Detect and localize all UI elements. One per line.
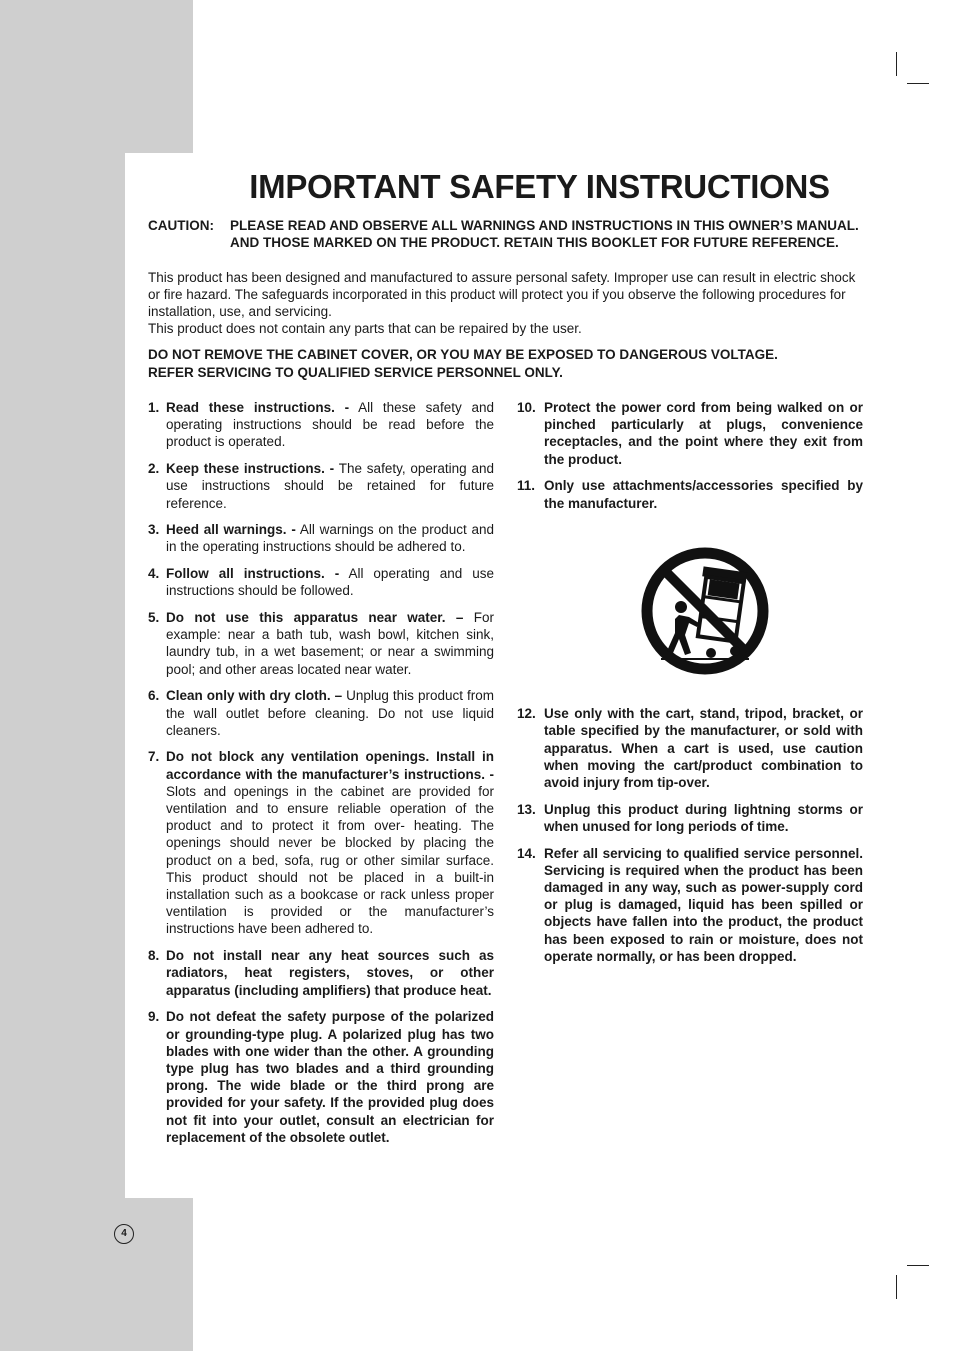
cart-tip-over-warning-icon <box>639 545 771 677</box>
instruction-item <box>148 1008 494 1146</box>
item-number: 7. <box>148 749 160 765</box>
item-number: 12. <box>517 706 536 722</box>
voltage-warning-line-2: REFER SERVICING TO QUALIFIED SERVICE PERSONNEL ONLY. <box>148 364 563 380</box>
instruction-item <box>148 399 494 451</box>
gray-margin-top <box>0 0 193 153</box>
item-number: 2. <box>148 461 160 477</box>
item-text: Use only with the cart, stand, tripod, bracket, or table specified by the manufacturer, or sold with apparatus. When a cart is used, use caution when moving the cart/product combination to avoid injury from tip-over. <box>544 706 863 791</box>
item-number: 13. <box>517 801 536 817</box>
instruction-item <box>517 801 863 835</box>
instruction-item <box>148 687 494 739</box>
gray-margin-bottom <box>0 1198 193 1351</box>
instruction-item <box>148 460 494 512</box>
item-number: 1. <box>148 400 160 415</box>
instruction-item <box>517 705 863 791</box>
instruction-item <box>517 845 863 965</box>
item-lead: Do not use this apparatus near water. – <box>166 610 464 626</box>
item-number: 4. <box>148 566 160 582</box>
item-text: For example: near a bath tub, wash bowl, kitchen sink, laundry tub, in a wet basement; or near a swimming pool; and other areas located near water. <box>166 610 494 677</box>
caution-text: PLEASE READ AND OBSERVE ALL WARNINGS AND INSTRUCTIONS IN THIS OWNER’S MANUAL. AND THOSE MARKED ON THE PRODUCT. RETAIN THIS BOOKLET FOR FUTURE REFERENCE. <box>230 218 859 250</box>
gray-margin-side <box>0 153 125 1198</box>
item-number: 14. <box>517 845 536 861</box>
item-number: 10. <box>517 400 536 415</box>
item-number: 8. <box>148 948 160 964</box>
item-number: 6. <box>148 688 160 704</box>
caution-block <box>148 217 864 251</box>
item-text: Unplug this product from the wall outlet before cleaning. Do not use liquid cleaners. <box>166 688 494 738</box>
crop-mark-top-vertical <box>896 52 897 76</box>
item-text: Only use attachments/accessories specified by the manufacturer. <box>544 478 863 511</box>
instructions-column-left <box>148 399 494 1155</box>
item-number: 5. <box>148 610 160 626</box>
item-lead: Follow all instructions. - <box>166 566 340 582</box>
item-lead: Do not block any ventilation openings. Install in accordance with the manufacturer’s instructions. - <box>166 749 494 782</box>
intro-paragraph-2: This product does not contain any parts that can be repaired by the user. <box>148 321 582 336</box>
caution-label: CAUTION: <box>148 218 214 233</box>
voltage-warning-line-1: DO NOT REMOVE THE CABINET COVER, OR YOU MAY BE EXPOSED TO DANGEROUS VOLTAGE. <box>148 347 778 362</box>
instruction-item <box>148 947 494 999</box>
instruction-item <box>517 477 863 511</box>
voltage-warning <box>148 346 864 381</box>
item-lead: Read these instructions. - <box>166 400 350 415</box>
item-number: 11. <box>517 478 536 494</box>
item-text: Protect the power cord from being walked on or pinched particularly at plugs, convenience receptacles, and the point where they exit from the product. <box>544 400 863 467</box>
item-text: Do not install near any heat sources such as radiators, heat registers, stoves, or other apparatus (including amplifiers) that produce heat. <box>166 948 494 998</box>
item-lead: Clean only with dry cloth. – <box>166 688 343 704</box>
intro-paragraph-1: This product has been designed and manufactured to assure personal safety. Improper use can result in electric shock or fire hazard. The safeguards incorporated in this product will protect you if you observe the following procedures for installation, use, and servicing. <box>148 270 856 319</box>
instruction-item <box>148 565 494 599</box>
item-text: Do not defeat the safety purpose of the polarized or grounding-type plug. A polarized plug has two blades with one wider than the other. A grounding type plug has two blades and a third grounding prong. The wide blade or the third prong are provided for your safety. If the provided plug does not fit into your outlet, consult an electrician for replacement of the obsolete outlet. <box>166 1009 494 1145</box>
intro-block <box>148 269 864 337</box>
item-text: All operating and use instructions should be followed. <box>166 566 494 599</box>
instruction-item <box>517 399 863 468</box>
cart-warning-figure <box>517 521 863 705</box>
item-text: All warnings on the product and in the operating instructions should be adhered to. <box>166 522 494 555</box>
crop-mark-top-horizontal <box>907 83 929 84</box>
item-text: Slots and openings in the cabinet are provided for ventilation and to ensure reliable operation of the product and to protect it from over- heating. The openings should never be blocked by placing the product on a bed, sofa, rug or other similar surface. This product should not be placed in a built-in installation such as a bookcase or rack unless proper ventilation is provided or the manufacturer’s instructions have been adhered to. <box>166 783 494 937</box>
item-text: Refer all servicing to qualified service personnel. Servicing is required when the product has been damaged in any way, such as power-supply cord or plug is damaged, liquid has been spilled or objects have fallen into the product, the product has been exposed to rain or moisture, does not operate normally, or has been dropped. <box>544 845 863 964</box>
item-text: The safety, operating and use instructions should be retained for future reference. <box>166 461 494 511</box>
instructions-column-right <box>517 399 863 975</box>
item-lead: Keep these instructions. - <box>166 461 335 477</box>
item-lead: Heed all warnings. - <box>166 522 296 538</box>
crop-mark-bottom-horizontal <box>907 1265 929 1266</box>
page-number: 4 <box>114 1224 134 1244</box>
item-number: 9. <box>148 1009 160 1025</box>
crop-mark-bottom-vertical <box>896 1275 897 1299</box>
instruction-item <box>148 748 494 937</box>
item-text: All these safety and operating instructions should be read before the product is operated. <box>166 400 494 450</box>
item-text: Unplug this product during lightning storms or when unused for long periods of time. <box>544 801 863 834</box>
item-number: 3. <box>148 522 160 538</box>
instruction-item <box>148 521 494 555</box>
page-title: IMPORTANT SAFETY INSTRUCTIONS <box>249 168 830 205</box>
instruction-item <box>148 609 494 678</box>
